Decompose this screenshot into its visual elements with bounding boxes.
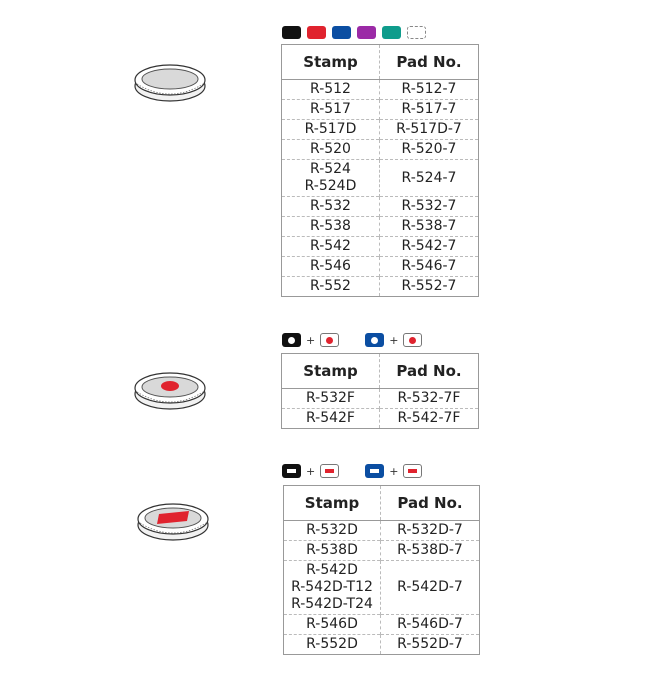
stamp-model-cell: R-520: [282, 140, 380, 160]
bar-main-color-icon: [365, 464, 384, 478]
stamp-column-header: Stamp: [282, 45, 380, 80]
table-row: [282, 140, 479, 160]
pad-number-cell: R-552-7: [380, 277, 479, 297]
pad-number-cell: R-542D-7: [381, 561, 480, 615]
pad-number-cell: R-538D-7: [381, 541, 480, 561]
stamp-model-line: R-524: [310, 161, 351, 177]
bar-main-color-icon: [282, 464, 301, 478]
dot-inner-icon: [371, 337, 378, 344]
ink-pad-bar-icon: [135, 497, 211, 543]
stamp-model-cell: R-542F: [282, 409, 380, 429]
table-header-row: [282, 354, 479, 389]
table-row: [282, 120, 479, 140]
pad-column-header: Pad No.: [381, 486, 480, 521]
bar-inner-icon: [370, 469, 379, 473]
pad-column-header: Pad No.: [380, 45, 479, 80]
ink-color-swatches: [282, 26, 426, 39]
table-row: [282, 217, 479, 237]
table-row: [284, 521, 480, 541]
stamp-pad-table-bar: [283, 485, 480, 655]
black-ink-swatch: [282, 26, 301, 39]
table-row: [284, 541, 480, 561]
stamp-column-header: Stamp: [284, 486, 381, 521]
dot-accent-inner-icon: [326, 337, 333, 344]
table-row: [282, 80, 479, 100]
dot-main-color-icon: [365, 333, 384, 347]
plus-sign: +: [389, 464, 399, 478]
dot-accent-color-icon: [320, 333, 339, 347]
bar-accent-inner-icon: [325, 469, 334, 473]
stamp-model-cell: R-546: [282, 257, 380, 277]
pad-number-cell: R-552D-7: [381, 635, 480, 655]
stamp-column-header: Stamp: [282, 354, 380, 389]
pad-number-cell: R-532D-7: [397, 522, 463, 538]
table-row: [282, 277, 479, 297]
ink-pad-dot-icon: [132, 366, 208, 412]
two-color-dot-combos: [282, 333, 422, 347]
dry-no-ink-swatch: [407, 26, 426, 39]
ink-pad-plain-icon: [132, 58, 208, 104]
bar-inner-icon: [287, 469, 296, 473]
table-row: [282, 197, 479, 217]
table-row: [284, 561, 480, 615]
table-row: [282, 100, 479, 120]
stamp-model-line: R-542D-T12: [291, 579, 373, 595]
stamp-pad-table-dot: [281, 353, 479, 429]
green-ink-swatch: [382, 26, 401, 39]
pad-number-cell: R-532-7F: [397, 390, 461, 406]
pad-number-cell: R-542-7F: [380, 409, 479, 429]
pad-number-cell: R-546-7: [380, 257, 479, 277]
stamp-model-cell: R-552: [282, 277, 380, 297]
stamp-model-cell: R-517D: [282, 120, 380, 140]
pad-number-cell: R-512-7: [401, 81, 457, 97]
plus-sign: +: [306, 333, 316, 347]
stamp-model-cell: R-542: [282, 237, 380, 257]
stamp-pad-table-standard: [281, 44, 479, 297]
stamp-model-line: R-542D-T24: [291, 596, 373, 612]
two-color-bar-combos: [282, 464, 422, 478]
table-row: [282, 237, 479, 257]
stamp-model-cell: R-552D: [284, 635, 381, 655]
table-row: [282, 160, 479, 197]
table-row: [282, 409, 479, 429]
stamp-model-cell: R-517: [282, 100, 380, 120]
pad-number-cell: R-517D-7: [380, 120, 479, 140]
dot-accent-inner-icon: [409, 337, 416, 344]
pad-column-header: Pad No.: [380, 354, 479, 389]
table-header-row: [282, 45, 479, 80]
pad-number-cell: R-538-7: [380, 217, 479, 237]
red-ink-swatch: [307, 26, 326, 39]
dot-main-color-icon: [282, 333, 301, 347]
pad-number-cell: R-520-7: [380, 140, 479, 160]
violet-ink-swatch: [357, 26, 376, 39]
table-row: [282, 389, 479, 409]
table-row: [282, 257, 479, 277]
stamp-model-cell: [282, 160, 380, 197]
stamp-model-cell: [284, 561, 381, 615]
dot-accent-color-icon: [403, 333, 422, 347]
pad-number-cell: R-517-7: [380, 100, 479, 120]
stamp-model-line: R-542D: [306, 562, 358, 578]
stamp-model-cell: R-538D: [284, 541, 381, 561]
bar-accent-inner-icon: [408, 469, 417, 473]
bar-accent-color-icon: [403, 464, 422, 478]
plus-sign: +: [306, 464, 316, 478]
pad-number-cell: R-546D-7: [381, 615, 480, 635]
pad-number-cell: R-524-7: [380, 160, 479, 197]
blue-ink-swatch: [332, 26, 351, 39]
plus-sign: +: [389, 333, 399, 347]
stamp-model-cell: R-532: [282, 197, 380, 217]
stamp-model-cell: R-532D: [284, 521, 381, 541]
pad-number-cell: R-542-7: [380, 237, 479, 257]
table-row: [284, 635, 480, 655]
stamp-model-cell: R-532F: [282, 389, 380, 409]
stamp-model-cell: R-546D: [284, 615, 381, 635]
pad-number-cell: R-532-7: [380, 197, 479, 217]
dot-inner-icon: [288, 337, 295, 344]
bar-accent-color-icon: [320, 464, 339, 478]
stamp-model-cell: R-538: [282, 217, 380, 237]
stamp-model-line: R-524D: [304, 178, 357, 194]
table-header-row: [284, 486, 480, 521]
table-row: [284, 615, 480, 635]
stamp-model-cell: R-512: [282, 80, 380, 100]
